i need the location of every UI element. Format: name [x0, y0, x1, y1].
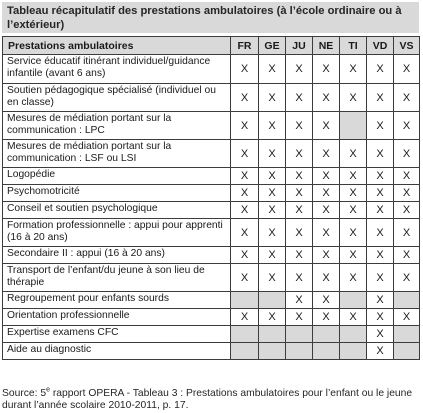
- cell-ti: X: [340, 84, 367, 112]
- table-title: Tableau récapitulatif des prestations ambulatoires (à l’école ordinaire ou à l’extérieur): [2, 2, 419, 33]
- cell-ne: [313, 326, 340, 343]
- cell-ne: X: [313, 168, 340, 185]
- table-row: [3, 185, 420, 202]
- table-row: [3, 202, 420, 219]
- cell-ju: X: [286, 202, 313, 219]
- cell-ge: [259, 326, 286, 343]
- cell-fr: X: [231, 112, 259, 140]
- cell-vs: X: [394, 202, 420, 219]
- cell-ne: X: [313, 112, 340, 140]
- table-row: [3, 84, 420, 112]
- cell-ju: X: [286, 55, 313, 84]
- column-header-ge: GE: [259, 37, 286, 55]
- cell-ti: X: [340, 55, 367, 84]
- cell-ti: X: [340, 219, 367, 247]
- column-header-ne: NE: [313, 37, 340, 55]
- source-text: rapport OPERA - Tableau 3 : Prestations ambulatoires pour l’enfant ou le jeune durant l’année scolaire 2010-2011, p. 17.: [2, 388, 413, 411]
- row-label: Formation professionnelle : appui pour apprenti (16 à 20 ans): [3, 219, 231, 247]
- table-row: [3, 326, 420, 343]
- cell-vd: X: [367, 247, 394, 264]
- cell-ge: X: [259, 140, 286, 168]
- row-label: Psychomotricité: [3, 185, 231, 202]
- cell-ne: X: [313, 202, 340, 219]
- column-header-vs: VS: [394, 37, 420, 55]
- cell-ju: [286, 326, 313, 343]
- cell-ne: X: [313, 84, 340, 112]
- cell-ti: X: [340, 309, 367, 326]
- cell-vs: X: [394, 55, 420, 84]
- cell-vs: X: [394, 168, 420, 185]
- cell-ne: X: [313, 185, 340, 202]
- cell-ne: X: [313, 247, 340, 264]
- cell-ne: [313, 343, 340, 360]
- cell-fr: X: [231, 264, 259, 292]
- table-row: [3, 292, 420, 309]
- services-table: [2, 36, 420, 360]
- cell-ju: X: [286, 84, 313, 112]
- cell-vd: X: [367, 140, 394, 168]
- cell-fr: X: [231, 140, 259, 168]
- row-label: Mesures de médiation portant sur la communication : LPC: [3, 112, 231, 140]
- cell-ge: X: [259, 168, 286, 185]
- row-label: Orientation professionnelle: [3, 309, 231, 326]
- cell-ti: [340, 112, 367, 140]
- cell-ge: X: [259, 264, 286, 292]
- row-label: Regroupement pour enfants sourds: [3, 292, 231, 309]
- row-label: Soutien pédagogique spécialisé (individuel ou en classe): [3, 84, 231, 112]
- cell-vd: X: [367, 326, 394, 343]
- cell-vd: X: [367, 264, 394, 292]
- cell-vs: X: [394, 112, 420, 140]
- cell-vd: X: [367, 112, 394, 140]
- cell-vs: X: [394, 309, 420, 326]
- table-row: [3, 309, 420, 326]
- column-header-ju: JU: [286, 37, 313, 55]
- cell-ge: X: [259, 112, 286, 140]
- cell-ge: X: [259, 219, 286, 247]
- row-label: Transport de l’enfant/du jeune à son lieu de thérapie: [3, 264, 231, 292]
- cell-fr: [231, 343, 259, 360]
- cell-vd: X: [367, 55, 394, 84]
- table-row: [3, 247, 420, 264]
- source-superscript: e: [46, 386, 50, 394]
- cell-ti: [340, 343, 367, 360]
- cell-fr: X: [231, 168, 259, 185]
- cell-fr: X: [231, 185, 259, 202]
- source-note: [2, 388, 421, 412]
- row-label: Conseil et soutien psychologique: [3, 202, 231, 219]
- cell-ge: X: [259, 247, 286, 264]
- cell-ju: X: [286, 309, 313, 326]
- table-row: [3, 219, 420, 247]
- cell-ju: X: [286, 292, 313, 309]
- cell-ti: [340, 326, 367, 343]
- cell-vs: X: [394, 84, 420, 112]
- cell-vs: X: [394, 140, 420, 168]
- cell-ge: [259, 343, 286, 360]
- column-header-ti: TI: [340, 37, 367, 55]
- cell-ne: X: [313, 292, 340, 309]
- cell-vd: X: [367, 185, 394, 202]
- cell-ne: X: [313, 55, 340, 84]
- cell-vs: X: [394, 219, 420, 247]
- table-row: [3, 264, 420, 292]
- cell-ne: X: [313, 264, 340, 292]
- column-header-services: Prestations ambulatoires: [3, 37, 231, 55]
- cell-fr: X: [231, 202, 259, 219]
- cell-ge: X: [259, 55, 286, 84]
- row-label: Aide au diagnostic: [3, 343, 231, 360]
- table-row: [3, 112, 420, 140]
- cell-vs: X: [394, 185, 420, 202]
- cell-ne: X: [313, 140, 340, 168]
- cell-fr: X: [231, 84, 259, 112]
- cell-ne: X: [313, 219, 340, 247]
- cell-ju: X: [286, 185, 313, 202]
- cell-ju: X: [286, 112, 313, 140]
- cell-vd: X: [367, 219, 394, 247]
- cell-vd: X: [367, 168, 394, 185]
- cell-fr: X: [231, 247, 259, 264]
- cell-vs: X: [394, 264, 420, 292]
- column-header-vd: VD: [367, 37, 394, 55]
- cell-fr: X: [231, 309, 259, 326]
- row-label: Mesures de médiation portant sur la communication : LSF ou LSI: [3, 140, 231, 168]
- cell-ju: X: [286, 264, 313, 292]
- cell-vd: X: [367, 84, 394, 112]
- cell-ti: [340, 292, 367, 309]
- cell-vs: [394, 326, 420, 343]
- cell-ti: X: [340, 185, 367, 202]
- cell-ti: X: [340, 168, 367, 185]
- row-label: Logopédie: [3, 168, 231, 185]
- table-row: [3, 343, 420, 360]
- cell-vd: X: [367, 202, 394, 219]
- header-row: [3, 37, 420, 55]
- table-row: [3, 140, 420, 168]
- row-label: Service éducatif itinérant individuel/guidance infantile (avant 6 ans): [3, 55, 231, 84]
- cell-ge: X: [259, 309, 286, 326]
- cell-ge: X: [259, 84, 286, 112]
- column-header-fr: FR: [231, 37, 259, 55]
- cell-ti: X: [340, 202, 367, 219]
- cell-fr: X: [231, 55, 259, 84]
- cell-ge: X: [259, 185, 286, 202]
- cell-fr: X: [231, 219, 259, 247]
- cell-vd: X: [367, 292, 394, 309]
- cell-ne: X: [313, 309, 340, 326]
- cell-ju: X: [286, 168, 313, 185]
- cell-ju: X: [286, 140, 313, 168]
- table-body: [3, 55, 420, 360]
- cell-fr: [231, 292, 259, 309]
- cell-ju: X: [286, 247, 313, 264]
- row-label: Secondaire II : appui (16 à 20 ans): [3, 247, 231, 264]
- cell-vs: [394, 343, 420, 360]
- cell-ti: X: [340, 264, 367, 292]
- cell-vd: X: [367, 309, 394, 326]
- cell-vs: [394, 292, 420, 309]
- cell-ge: [259, 292, 286, 309]
- cell-ju: [286, 343, 313, 360]
- table-row: [3, 55, 420, 84]
- cell-ge: X: [259, 202, 286, 219]
- cell-fr: [231, 326, 259, 343]
- cell-vs: X: [394, 247, 420, 264]
- cell-ju: X: [286, 219, 313, 247]
- cell-ti: X: [340, 247, 367, 264]
- cell-ti: X: [340, 140, 367, 168]
- row-label: Expertise examens CFC: [3, 326, 231, 343]
- source-prefix: Source: 5: [2, 388, 47, 399]
- cell-vd: X: [367, 343, 394, 360]
- table-row: [3, 168, 420, 185]
